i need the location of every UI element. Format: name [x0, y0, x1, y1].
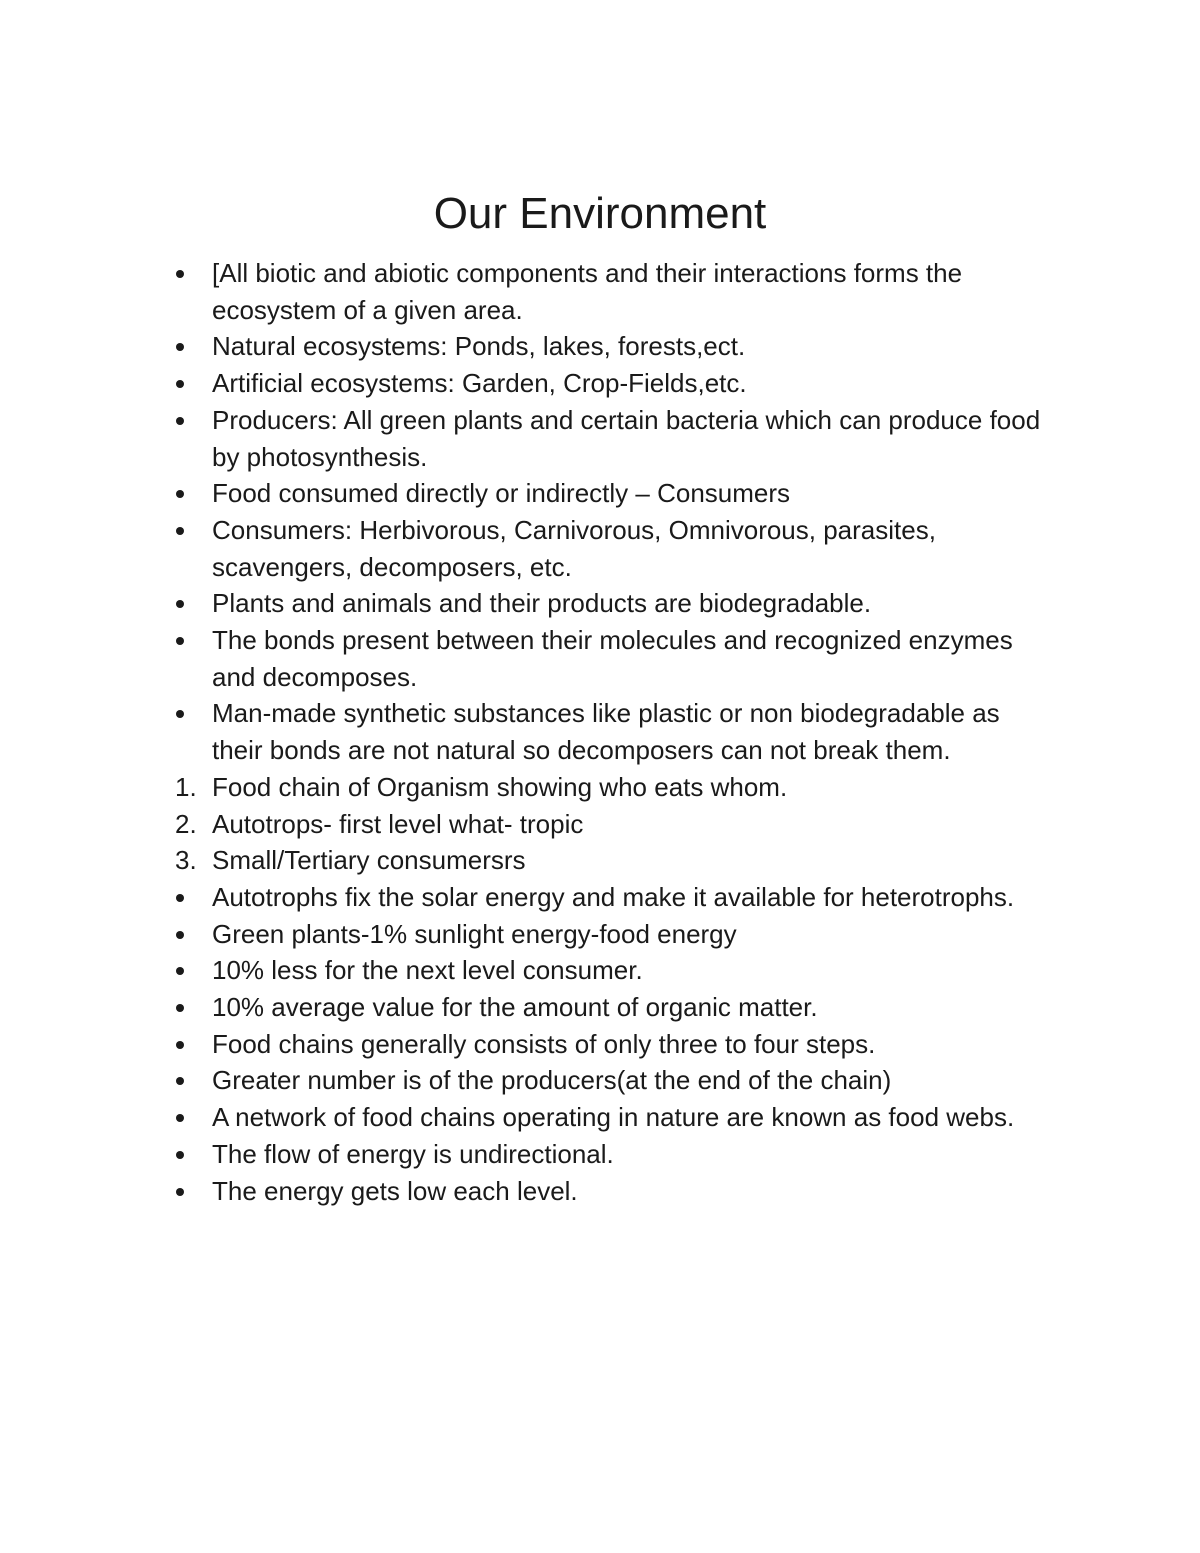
bullet-dot-icon	[176, 1041, 184, 1049]
bullet-icon	[0, 916, 212, 953]
bullet-dot-icon	[176, 894, 184, 902]
bullet-icon	[0, 255, 212, 292]
bullet-item	[0, 1026, 1200, 1063]
bullet-dot-icon	[176, 490, 184, 498]
bullet-icon	[0, 1099, 212, 1136]
page-title: Our Environment	[433, 189, 767, 238]
item-text: The energy gets low each level.	[212, 1175, 578, 1206]
numbered-item	[0, 842, 1200, 879]
bullet-dot-icon	[176, 967, 184, 975]
bullet-item	[0, 1099, 1200, 1136]
item-text: Green plants-1% sunlight energy-food energy	[212, 918, 737, 949]
bullet-dot-icon	[176, 1114, 184, 1122]
bullet-dot-icon	[176, 1004, 184, 1012]
notes-list	[0, 255, 1200, 1209]
bullet-item	[0, 916, 1200, 953]
bullet-item	[0, 475, 1200, 512]
item-text: Consumers: Herbivorous, Carnivorous, Omnivorous, parasites, scavengers, decomposers, etc.	[212, 514, 936, 582]
bullet-dot-icon	[176, 1151, 184, 1159]
bullet-item	[0, 255, 1200, 328]
item-text: Food chains generally consists of only three to four steps.	[212, 1028, 876, 1059]
bullet-icon	[0, 1026, 212, 1063]
bullet-dot-icon	[176, 270, 184, 278]
bullet-dot-icon	[176, 527, 184, 535]
bullet-item	[0, 622, 1200, 695]
list-number	[0, 842, 212, 879]
bullet-icon	[0, 989, 212, 1026]
bullet-dot-icon	[176, 1188, 184, 1196]
item-text: Producers: All green plants and certain bacteria which can produce food by photosynthesis.	[212, 404, 1041, 472]
bullet-item	[0, 1062, 1200, 1099]
item-text: Food consumed directly or indirectly – Consumers	[212, 478, 791, 509]
bullet-dot-icon	[176, 637, 184, 645]
bullet-icon	[0, 695, 212, 732]
bullet-icon	[0, 1062, 212, 1099]
bullet-item	[0, 365, 1200, 402]
bullet-dot-icon	[176, 417, 184, 425]
list-number	[0, 769, 212, 806]
numbered-item	[0, 769, 1200, 806]
bullet-icon	[0, 475, 212, 512]
bullet-icon	[0, 879, 212, 916]
bullet-icon	[0, 952, 212, 989]
bullet-item	[0, 695, 1200, 768]
item-text: Autotrops- first level what- tropic	[212, 808, 584, 839]
item-text: Autotrophs fix the solar energy and make it available for heterotrophs.	[212, 881, 1015, 912]
bullet-item	[0, 879, 1200, 916]
bullet-item	[0, 952, 1200, 989]
item-text: 10% average value for the amount of organic matter.	[212, 992, 818, 1023]
item-text: Artificial ecosystems: Garden, Crop-Fields,etc.	[212, 368, 747, 399]
item-text: Greater number is of the producers(at the end of the chain)	[212, 1065, 892, 1096]
bullet-item	[0, 1173, 1200, 1210]
bullet-dot-icon	[176, 380, 184, 388]
bullet-dot-icon	[176, 710, 184, 718]
item-text: Man-made synthetic substances like plastic or non biodegradable as their bonds are not natural so decomposers can not break them.	[212, 698, 1000, 766]
bullet-icon	[0, 365, 212, 402]
list-number-label: 1.	[175, 771, 197, 802]
bullet-dot-icon	[176, 1077, 184, 1085]
bullet-item	[0, 585, 1200, 622]
item-text: Plants and animals and their products are biodegradable.	[212, 588, 872, 619]
item-text: Small/Tertiary consumersrs	[212, 845, 526, 876]
item-text: 10% less for the next level consumer.	[212, 955, 643, 986]
bullet-dot-icon	[176, 600, 184, 608]
item-text: [All biotic and abiotic components and their interactions forms the ecosystem of a given area.	[212, 258, 963, 325]
numbered-item	[0, 806, 1200, 843]
bullet-icon	[0, 328, 212, 365]
list-number-label: 2.	[175, 808, 197, 839]
item-text: Natural ecosystems: Ponds, lakes, forests,ect.	[212, 331, 746, 362]
item-text: The flow of energy is undirectional.	[212, 1138, 614, 1169]
bullet-icon	[0, 1173, 212, 1210]
bullet-icon	[0, 622, 212, 659]
item-text: The bonds present between their molecules and recognized enzymes and decomposes.	[212, 625, 1013, 692]
bullet-icon	[0, 402, 212, 439]
bullet-dot-icon	[176, 343, 184, 351]
bullet-icon	[0, 1136, 212, 1173]
bullet-item	[0, 989, 1200, 1026]
bullet-icon	[0, 585, 212, 622]
list-number	[0, 806, 212, 843]
bullet-item	[0, 1136, 1200, 1173]
bullet-icon	[0, 512, 212, 549]
list-number-label: 3.	[175, 845, 197, 876]
bullet-item	[0, 328, 1200, 365]
item-text: Food chain of Organism showing who eats whom.	[212, 771, 788, 802]
bullet-item	[0, 512, 1200, 585]
bullet-item	[0, 402, 1200, 475]
item-text: A network of food chains operating in nature are known as food webs.	[212, 1102, 1015, 1133]
bullet-dot-icon	[176, 931, 184, 939]
